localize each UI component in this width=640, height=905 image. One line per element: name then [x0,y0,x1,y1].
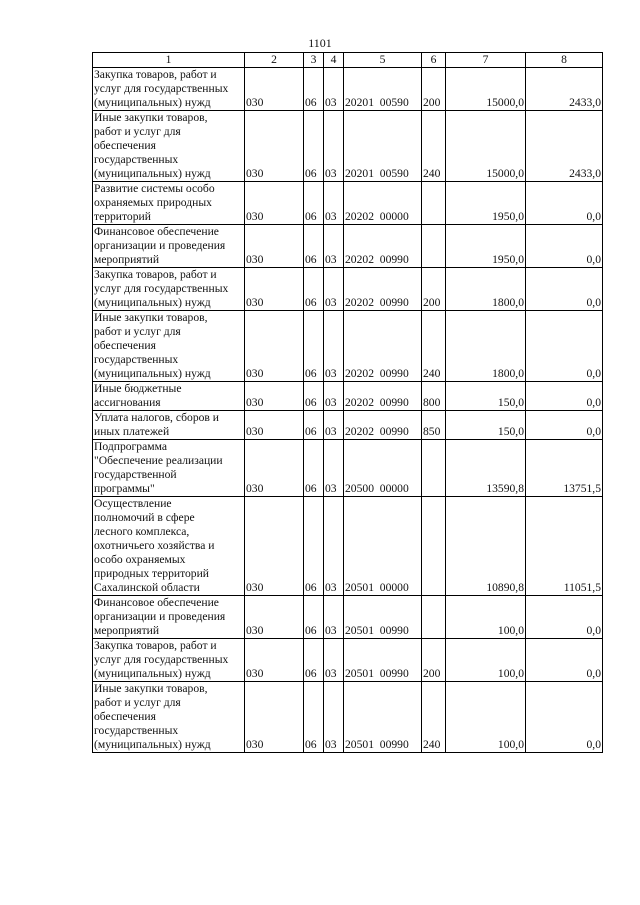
item-name-line: организации и проведения [94,610,226,623]
item-name-line: услуг для государственных [94,653,229,666]
item-name-line: (муниципальных) нужд [94,296,211,309]
amount-year1-cell: 150,0 [446,382,526,411]
item-name-line: Осуществление [94,497,172,510]
item-name-cell [93,682,245,753]
amount-year2-cell: 0,0 [526,311,603,382]
expense-type-cell [422,440,446,497]
amount-year2-cell: 0,0 [526,182,603,225]
column-header-8: 8 [526,53,603,68]
item-name-line: (муниципальных) нужд [94,367,211,380]
page-number: 1101 [308,36,332,50]
column-header-3: 3 [304,53,324,68]
item-name-line: Финансовое обеспечение [94,225,219,238]
amount-year1-cell: 100,0 [446,639,526,682]
item-name-cell [93,440,245,497]
item-name-line: Подпрограмма [94,440,167,453]
subsection-cell: 03 [324,311,344,382]
item-name-line: "Обеспечение реализации [94,454,223,467]
target-article-cell: 20500 00000 [344,440,422,497]
item-name-line: государственной [94,468,177,481]
section-cell: 06 [304,382,324,411]
table-row [93,268,603,311]
amount-year2-cell: 2433,0 [526,111,603,182]
amount-year1-cell: 1800,0 [446,311,526,382]
item-name-line: организации и проведения [94,239,226,252]
item-name-line: полномочий в сфере [94,511,195,524]
table-body [93,68,603,753]
subsection-cell: 03 [324,440,344,497]
amount-year1-cell: 150,0 [446,411,526,440]
target-article-cell: 20202 00000 [344,182,422,225]
header-row [93,53,603,68]
item-name-line: природных территорий [94,567,209,580]
amount-year2-cell: 0,0 [526,411,603,440]
table-row [93,596,603,639]
amount-year2-cell: 0,0 [526,268,603,311]
item-name-line: программы" [94,482,155,495]
item-name-line: работ и услуг для [94,125,181,138]
item-name-line: Закупка товаров, работ и [94,639,217,652]
item-name-line: территорий [94,210,151,223]
table-row [93,440,603,497]
item-name-line: Уплата налогов, сборов и [94,411,220,424]
section-cell: 06 [304,682,324,753]
section-cell: 06 [304,639,324,682]
item-name-cell [93,111,245,182]
table-row [93,639,603,682]
subsection-cell: 03 [324,182,344,225]
ministry-code-cell: 030 [245,225,304,268]
subsection-cell: 03 [324,111,344,182]
ministry-code-cell: 030 [245,311,304,382]
section-cell: 06 [304,225,324,268]
item-name-line: иных платежей [94,425,170,438]
item-name-cell [93,639,245,682]
item-name-line: работ и услуг для [94,696,181,709]
target-article-cell: 20501 00990 [344,682,422,753]
section-cell: 06 [304,68,324,111]
section-cell: 06 [304,311,324,382]
table-row [93,68,603,111]
item-name-cell [93,68,245,111]
expense-type-cell: 200 [422,268,446,311]
expense-type-cell [422,497,446,596]
target-article-cell: 20201 00590 [344,68,422,111]
subsection-cell: 03 [324,682,344,753]
amount-year2-cell: 2433,0 [526,68,603,111]
amount-year2-cell: 0,0 [526,596,603,639]
amount-year1-cell: 15000,0 [446,111,526,182]
column-header-7: 7 [446,53,526,68]
section-cell: 06 [304,596,324,639]
expense-type-cell: 200 [422,639,446,682]
expense-type-cell [422,596,446,639]
amount-year2-cell: 11051,5 [526,497,603,596]
section-cell: 06 [304,111,324,182]
amount-year1-cell: 100,0 [446,682,526,753]
target-article-cell: 20202 00990 [344,411,422,440]
amount-year2-cell: 0,0 [526,639,603,682]
table-row [93,111,603,182]
subsection-cell: 03 [324,382,344,411]
ministry-code-cell: 030 [245,440,304,497]
column-header-1: 1 [93,53,245,68]
subsection-cell: 03 [324,596,344,639]
item-name-line: государственных [94,153,179,166]
target-article-cell: 20202 00990 [344,311,422,382]
table-row [93,411,603,440]
amount-year2-cell: 0,0 [526,682,603,753]
item-name-line: охраняемых природных [94,196,212,209]
item-name-line: обеспечения [94,339,156,352]
table-row [93,682,603,753]
ministry-code-cell: 030 [245,182,304,225]
target-article-cell: 20501 00990 [344,596,422,639]
expense-type-cell: 240 [422,111,446,182]
section-cell: 06 [304,182,324,225]
ministry-code-cell: 030 [245,682,304,753]
amount-year2-cell: 0,0 [526,382,603,411]
ministry-code-cell: 030 [245,111,304,182]
item-name-cell [93,411,245,440]
expense-type-cell: 200 [422,68,446,111]
item-name-cell [93,182,245,225]
item-name-cell [93,225,245,268]
item-name-cell [93,596,245,639]
ministry-code-cell: 030 [245,639,304,682]
target-article-cell: 20202 00990 [344,382,422,411]
ministry-code-cell: 030 [245,382,304,411]
item-name-line: Иные бюджетные [94,382,182,395]
item-name-line: мероприятий [94,624,160,637]
item-name-cell [93,497,245,596]
item-name-line: особо охраняемых [94,553,186,566]
target-article-cell: 20501 00990 [344,639,422,682]
item-name-line: Иные закупки товаров, [94,311,208,324]
subsection-cell: 03 [324,411,344,440]
item-name-line: мероприятий [94,253,160,266]
column-header-5: 5 [344,53,422,68]
target-article-cell: 20202 00990 [344,225,422,268]
item-name-line: государственных [94,353,179,366]
item-name-line: (муниципальных) нужд [94,738,211,751]
amount-year1-cell: 100,0 [446,596,526,639]
section-cell: 06 [304,497,324,596]
item-name-line: обеспечения [94,139,156,152]
item-name-cell [93,382,245,411]
item-name-line: обеспечения [94,710,156,723]
subsection-cell: 03 [324,268,344,311]
ministry-code-cell: 030 [245,68,304,111]
ministry-code-cell: 030 [245,268,304,311]
item-name-line: государственных [94,724,179,737]
column-header-6: 6 [422,53,446,68]
item-name-cell [93,311,245,382]
subsection-cell: 03 [324,639,344,682]
expense-type-cell: 850 [422,411,446,440]
expense-type-cell: 240 [422,682,446,753]
table-row [93,225,603,268]
item-name-line: Иные закупки товаров, [94,682,208,695]
item-name-line: охотничьего хозяйства и [94,539,215,552]
amount-year2-cell: 0,0 [526,225,603,268]
column-header-4: 4 [324,53,344,68]
ministry-code-cell: 030 [245,497,304,596]
section-cell: 06 [304,440,324,497]
amount-year1-cell: 15000,0 [446,68,526,111]
column-header-2: 2 [245,53,304,68]
item-name-line: ассигнования [94,396,161,409]
section-cell: 06 [304,411,324,440]
target-article-cell: 20201 00590 [344,111,422,182]
item-name-line: работ и услуг для [94,325,181,338]
item-name-line: Развитие системы особо [94,182,215,195]
expense-type-cell [422,182,446,225]
amount-year2-cell: 13751,5 [526,440,603,497]
table-row [93,497,603,596]
amount-year1-cell: 1950,0 [446,225,526,268]
item-name-line: лесного комплекса, [94,525,190,538]
item-name-line: Закупка товаров, работ и [94,268,217,281]
ministry-code-cell: 030 [245,596,304,639]
item-name-line: Закупка товаров, работ и [94,68,217,81]
subsection-cell: 03 [324,68,344,111]
budget-table [92,52,603,753]
expense-type-cell [422,225,446,268]
item-name-line: Финансовое обеспечение [94,596,219,609]
expense-type-cell: 240 [422,311,446,382]
expense-type-cell: 800 [422,382,446,411]
item-name-line: (муниципальных) нужд [94,667,211,680]
amount-year1-cell: 1800,0 [446,268,526,311]
amount-year1-cell: 13590,8 [446,440,526,497]
table-row [93,182,603,225]
item-name-line: Сахалинской области [94,581,200,594]
subsection-cell: 03 [324,225,344,268]
item-name-line: услуг для государственных [94,82,229,95]
target-article-cell: 20202 00990 [344,268,422,311]
item-name-line: (муниципальных) нужд [94,167,211,180]
target-article-cell: 20501 00000 [344,497,422,596]
table-row [93,311,603,382]
table-row [93,382,603,411]
item-name-cell [93,268,245,311]
item-name-line: (муниципальных) нужд [94,96,211,109]
ministry-code-cell: 030 [245,411,304,440]
item-name-line: услуг для государственных [94,282,229,295]
subsection-cell: 03 [324,497,344,596]
amount-year1-cell: 10890,8 [446,497,526,596]
item-name-line: Иные закупки товаров, [94,111,208,124]
amount-year1-cell: 1950,0 [446,182,526,225]
section-cell: 06 [304,268,324,311]
